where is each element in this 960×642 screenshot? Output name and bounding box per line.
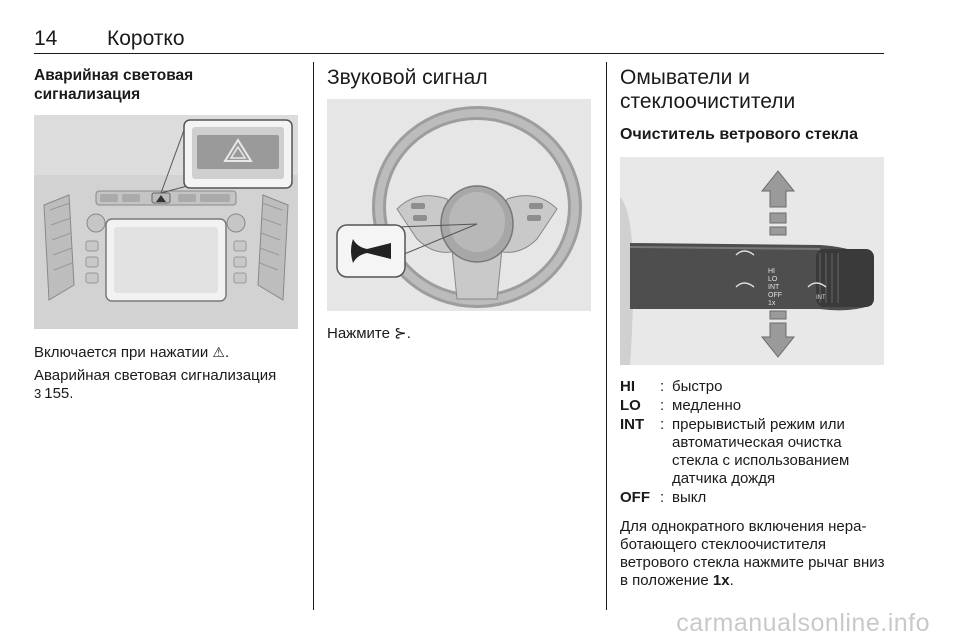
single-wipe-end: . xyxy=(729,572,734,589)
wipers-heading-line2: стеклоочистители xyxy=(620,90,796,113)
wiper-stalk-illustration xyxy=(620,157,884,365)
wiper-mode-row xyxy=(620,378,892,396)
horn-instruction-text: Нажмите xyxy=(327,325,395,342)
single-wipe-paragraph xyxy=(620,518,896,590)
wiper-mode-description: медленно xyxy=(672,397,742,414)
hazard-reference-page[interactable]: 155. xyxy=(44,385,74,402)
wiper-mode-separator: : xyxy=(660,416,665,433)
single-wipe-position: 1x xyxy=(712,572,730,589)
wiper-mode-term: LO xyxy=(620,397,641,414)
wipers-heading xyxy=(620,66,890,114)
wiper-modes-list xyxy=(620,378,892,508)
wiper-mode-row xyxy=(620,489,892,507)
watermark: carmanualsonline.info xyxy=(676,609,930,637)
wiper-mode-term: INT xyxy=(620,416,645,433)
wiper-mode-row xyxy=(620,416,892,488)
column-divider-1 xyxy=(313,62,314,610)
page-number: 14 xyxy=(34,27,58,50)
header-divider xyxy=(34,53,884,54)
hazard-reference-text: Аварийная световая сигнализация xyxy=(34,367,277,384)
wiper-mode-separator: : xyxy=(660,489,665,506)
horn-instruction-end: . xyxy=(406,325,411,342)
stalk-label-int: INT xyxy=(768,284,780,291)
horn-steering-wheel-illustration xyxy=(327,99,591,311)
wiper-mode-row xyxy=(620,397,892,415)
hazard-dashboard-illustration xyxy=(34,115,298,329)
wiper-mode-description: быстро xyxy=(672,378,723,395)
stalk-label-lo: LO xyxy=(768,276,778,283)
wiper-mode-separator: : xyxy=(660,397,665,414)
hazard-instruction xyxy=(34,343,304,362)
wiper-mode-term: HI xyxy=(620,378,635,395)
page-reference-arrow-icon: 3 xyxy=(34,386,42,401)
stalk-label-hi: HI xyxy=(768,268,775,275)
stalk-label-1x: 1x xyxy=(768,300,776,307)
windscreen-wiper-subheading: Очиститель ветрового стекла xyxy=(620,126,858,143)
stalk-label-off: OFF xyxy=(768,292,782,299)
svg-text:INT: INT xyxy=(816,295,826,301)
column-divider-2 xyxy=(606,62,607,610)
wiper-mode-description: прерывистый режим или автоматическая очистка стекла с использованием датчика дождя xyxy=(672,416,850,487)
hazard-instruction-end: . xyxy=(224,344,230,361)
single-wipe-text: Для однократного включения нера-ботающего стеклоочистителя ветрового стекла нажмите рычаг вниз в положение xyxy=(620,518,885,589)
wiper-mode-separator: : xyxy=(660,378,665,395)
hazard-instruction-text: Включается при нажатии xyxy=(34,344,213,361)
hazard-triangle-icon: ⚠ xyxy=(212,344,225,360)
wiper-mode-description: выкл xyxy=(672,489,707,506)
wiper-mode-term: OFF xyxy=(620,489,650,506)
horn-icon: ⊱ xyxy=(394,325,407,342)
hazard-reference xyxy=(34,367,304,403)
section-title: Коротко xyxy=(107,27,185,50)
horn-instruction xyxy=(327,325,597,343)
hazard-heading: Аварийная световая сигнализация xyxy=(34,67,194,103)
wipers-heading-line1: Омыватели и xyxy=(620,66,750,89)
horn-heading: Звуковой сигнал xyxy=(327,66,488,89)
